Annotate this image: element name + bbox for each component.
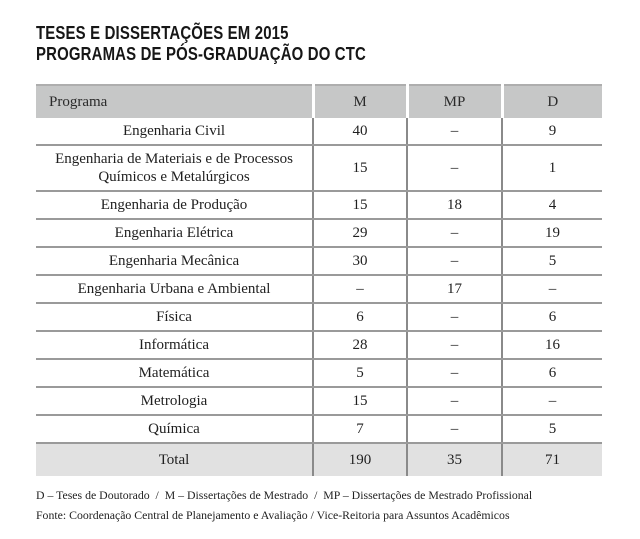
d-cell: 6 — [502, 359, 602, 387]
program-cell: Engenharia de Produção — [36, 191, 313, 219]
program-cell: Matemática — [36, 359, 313, 387]
program-cell: Engenharia Civil — [36, 118, 313, 145]
title-line-2: PROGRAMAS DE PÓS-GRADUAÇÃO DO CTC — [36, 44, 367, 64]
title-block — [36, 23, 604, 65]
column-header-programa: Programa — [36, 85, 313, 118]
d-cell: 9 — [502, 118, 602, 145]
m-cell: 6 — [313, 303, 407, 331]
table-row — [36, 303, 602, 331]
d-cell: – — [502, 275, 602, 303]
program-cell: Química — [36, 415, 313, 443]
table-row — [36, 145, 602, 191]
d-cell: 6 — [502, 303, 602, 331]
mp-cell: – — [407, 145, 502, 191]
program-cell: Engenharia Elétrica — [36, 219, 313, 247]
table-row — [36, 331, 602, 359]
m-cell: 40 — [313, 118, 407, 145]
header-row — [36, 85, 602, 118]
m-cell: 15 — [313, 191, 407, 219]
mp-cell: – — [407, 331, 502, 359]
program-cell: Engenharia Mecânica — [36, 247, 313, 275]
d-cell: 1 — [502, 145, 602, 191]
mp-cell: 17 — [407, 275, 502, 303]
d-cell: 5 — [502, 415, 602, 443]
d-cell: 16 — [502, 331, 602, 359]
legend-note: D – Teses de Doutorado / M – Dissertações de Mestrado / MP – Dissertações de Mestrado Profissional — [36, 488, 533, 502]
mp-cell: – — [407, 247, 502, 275]
column-header-m: M — [313, 85, 407, 118]
mp-cell: – — [407, 387, 502, 415]
table-row — [36, 387, 602, 415]
page-title — [36, 23, 507, 65]
d-cell: 4 — [502, 191, 602, 219]
total-row — [36, 443, 602, 476]
program-cell: Engenharia Urbana e Ambiental — [36, 275, 313, 303]
program-cell: Metrologia — [36, 387, 313, 415]
table-row — [36, 359, 602, 387]
table-row — [36, 247, 602, 275]
mp-cell: 18 — [407, 191, 502, 219]
table-header — [36, 85, 602, 118]
theses-dissertations-table — [36, 84, 602, 476]
mp-cell: – — [407, 359, 502, 387]
title-line-1: TESES E DISSERTAÇÕES EM 2015 — [36, 23, 289, 43]
d-cell: – — [502, 387, 602, 415]
mp-cell: – — [407, 219, 502, 247]
table-row — [36, 191, 602, 219]
program-cell: Engenharia de Materiais e de Processos Químicos e Metalúrgicos — [36, 145, 313, 191]
m-cell: 28 — [313, 331, 407, 359]
mp-cell: – — [407, 415, 502, 443]
d-cell: 19 — [502, 219, 602, 247]
table-row — [36, 118, 602, 145]
m-cell: 7 — [313, 415, 407, 443]
table-row — [36, 275, 602, 303]
total-m-value: 190 — [313, 443, 407, 476]
source-note: Fonte: Coordenação Central de Planejamento e Avaliação / Vice-Reitoria para Assuntos Acadêmicos — [36, 508, 510, 522]
mp-cell: – — [407, 118, 502, 145]
total-mp-value: 35 — [407, 443, 502, 476]
program-cell: Física — [36, 303, 313, 331]
program-cell: Informática — [36, 331, 313, 359]
m-cell: 30 — [313, 247, 407, 275]
m-cell: 29 — [313, 219, 407, 247]
mp-cell: – — [407, 303, 502, 331]
m-cell: 5 — [313, 359, 407, 387]
m-cell: 15 — [313, 145, 407, 191]
m-cell: 15 — [313, 387, 407, 415]
table-row — [36, 219, 602, 247]
d-cell: 5 — [502, 247, 602, 275]
total-d-value: 71 — [502, 443, 602, 476]
column-header-mp: MP — [407, 85, 502, 118]
table-row — [36, 415, 602, 443]
m-cell: – — [313, 275, 407, 303]
table-total-section — [36, 443, 602, 476]
footnotes — [36, 485, 604, 525]
total-label: Total — [36, 443, 313, 476]
column-header-d: D — [502, 85, 602, 118]
table-body — [36, 118, 602, 443]
